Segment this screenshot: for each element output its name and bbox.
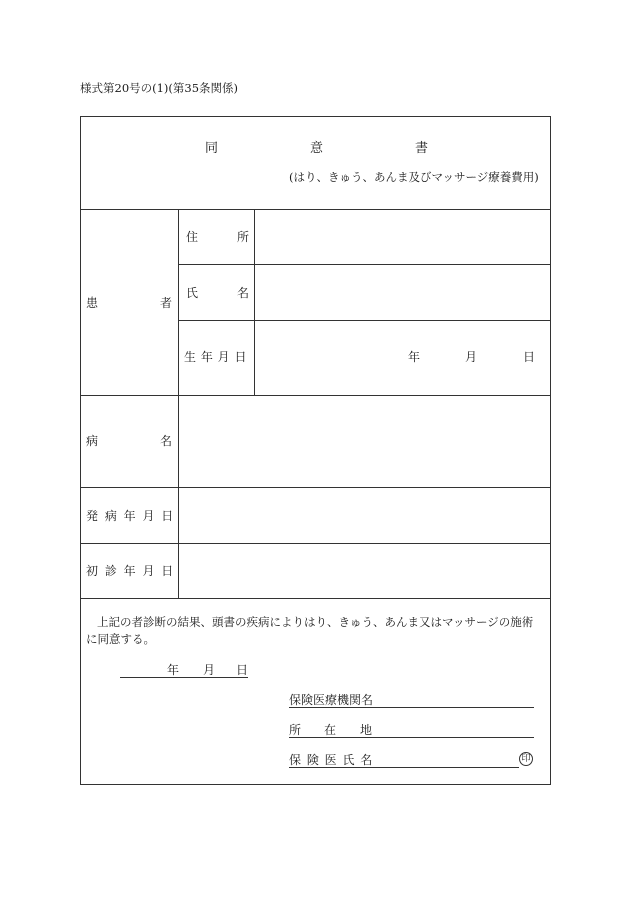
location-label-char: 地: [360, 723, 373, 737]
patient-label-char: 患: [86, 296, 99, 310]
institution-label: 保険医療機関名: [289, 693, 374, 707]
patient-divider: [80, 395, 551, 396]
title-divider: [80, 209, 551, 210]
first-visit-date-label: 初 診 年 月 日: [86, 564, 175, 578]
patient-label-char: 者: [160, 296, 173, 310]
address-field[interactable]: [256, 211, 549, 263]
label-column-divider: [178, 209, 179, 598]
name-label-char: 氏: [186, 286, 199, 300]
birth-date-label: 生 年 月 日: [184, 350, 247, 364]
doctor-name-underline[interactable]: [289, 767, 519, 768]
onset-divider: [80, 543, 551, 544]
consent-month-unit: 月: [203, 663, 216, 677]
birth-month-unit: 月: [465, 350, 478, 364]
seal-icon: 印: [519, 752, 533, 766]
consent-statement-line: 上記の者診断の結果、頭書の疾病によりはり、きゅう、あんま又はマッサージの施術: [97, 615, 534, 629]
consent-year-unit: 年: [167, 663, 180, 677]
address-label-char: 住: [186, 230, 199, 244]
first-visit-divider: [80, 598, 551, 599]
onset-date-label: 発 病 年 月 日: [86, 509, 175, 523]
location-underline[interactable]: [289, 737, 534, 738]
institution-underline[interactable]: [289, 707, 534, 708]
address-label-char: 所: [237, 230, 250, 244]
patient-sublabel-divider: [254, 209, 255, 395]
name-field[interactable]: [256, 266, 549, 318]
name-label-char: 名: [237, 286, 250, 300]
form-number: 様式第20号の(1)(第35条関係): [80, 81, 239, 95]
title-char: 意: [310, 141, 324, 156]
first-visit-date-field[interactable]: [180, 545, 549, 597]
disease-divider: [80, 487, 551, 488]
birth-year-unit: 年: [408, 350, 421, 364]
consent-date-underline[interactable]: [120, 677, 248, 678]
location-label-char: 所: [289, 723, 302, 737]
title-subtitle: (はり、きゅう、あんま及びマッサージ療養費用): [289, 170, 539, 184]
location-label-char: 在: [324, 723, 337, 737]
disease-field[interactable]: [180, 397, 549, 485]
consent-day-unit: 日: [236, 663, 249, 677]
title-char: 書: [415, 141, 429, 156]
name-divider: [178, 320, 551, 321]
birth-day-unit: 日: [523, 350, 536, 364]
disease-label-char: 名: [160, 434, 173, 448]
consent-statement-line: に同意する。: [86, 632, 155, 646]
onset-date-field[interactable]: [180, 489, 549, 541]
address-divider: [178, 264, 551, 265]
birth-date-field[interactable]: [256, 322, 549, 393]
disease-label-char: 病: [86, 434, 99, 448]
doctor-name-label: 保 険 医 氏 名: [289, 753, 374, 767]
title-char: 同: [205, 141, 219, 156]
